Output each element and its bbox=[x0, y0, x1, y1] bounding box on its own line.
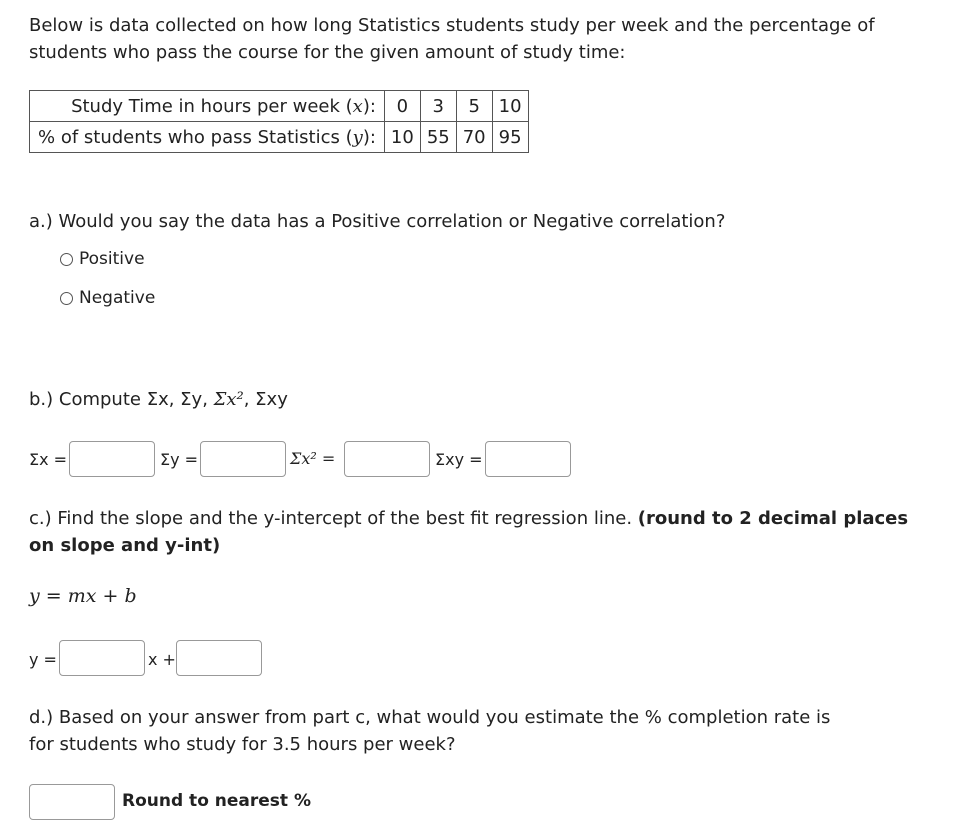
x-cell: 0 bbox=[384, 91, 420, 122]
round-hint: Round to nearest % bbox=[122, 791, 312, 811]
sum-xy-input[interactable] bbox=[485, 441, 571, 477]
intercept-input[interactable] bbox=[176, 640, 262, 676]
label-sum-x: Σx = bbox=[29, 450, 68, 469]
row-x-header: Study Time in hours per week (x): bbox=[30, 91, 385, 122]
sum-x-input[interactable] bbox=[69, 441, 155, 477]
y-cell: 70 bbox=[456, 122, 492, 153]
option-positive[interactable] bbox=[60, 249, 145, 269]
intro-text: Below is data collected on how long Statistics students study per week and the percentage of students who pass the course for the given amount of study time: bbox=[29, 15, 875, 63]
row-y-header: % of students who pass Statistics (y): bbox=[30, 122, 385, 153]
label-sum-xy: Σxy = bbox=[435, 450, 483, 469]
slope-input[interactable] bbox=[59, 640, 145, 676]
data-table bbox=[29, 90, 529, 153]
radio-positive[interactable] bbox=[60, 253, 73, 266]
question-d: d.) Based on your answer from part c, what would you estimate the % completion rate is for students who study for 3.5 hours per week? bbox=[29, 707, 831, 755]
x-cell: 10 bbox=[492, 91, 528, 122]
y-cell: 55 bbox=[420, 122, 456, 153]
sum-y-input[interactable] bbox=[200, 441, 286, 477]
estimate-input[interactable] bbox=[29, 784, 115, 820]
question-c: c.) Find the slope and the y-intercept of the best fit regression line. (round to 2 decimal places on slope and y-int) bbox=[29, 508, 909, 556]
sum-x2-input[interactable] bbox=[344, 441, 430, 477]
table-row-x bbox=[30, 91, 529, 122]
regression-equation: y = mx + b bbox=[29, 585, 137, 607]
table-row-y bbox=[30, 122, 529, 153]
label-sum-y: Σy = bbox=[160, 450, 199, 469]
option-negative-label: Negative bbox=[79, 288, 156, 308]
label-sum-x2: Σx² = bbox=[290, 449, 336, 468]
x-cell: 5 bbox=[456, 91, 492, 122]
option-negative[interactable] bbox=[60, 288, 155, 308]
y-cell: 95 bbox=[492, 122, 528, 153]
y-cell: 10 bbox=[384, 122, 420, 153]
x-cell: 3 bbox=[420, 91, 456, 122]
question-a: a.) Would you say the data has a Positive correlation or Negative correlation? bbox=[29, 211, 726, 232]
radio-negative[interactable] bbox=[60, 292, 73, 305]
label-y: y = bbox=[29, 650, 57, 669]
option-positive-label: Positive bbox=[79, 249, 145, 269]
question-b: b.) Compute Σx, Σy, Σx², Σxy bbox=[29, 389, 288, 410]
label-x-plus: x + bbox=[148, 650, 176, 669]
